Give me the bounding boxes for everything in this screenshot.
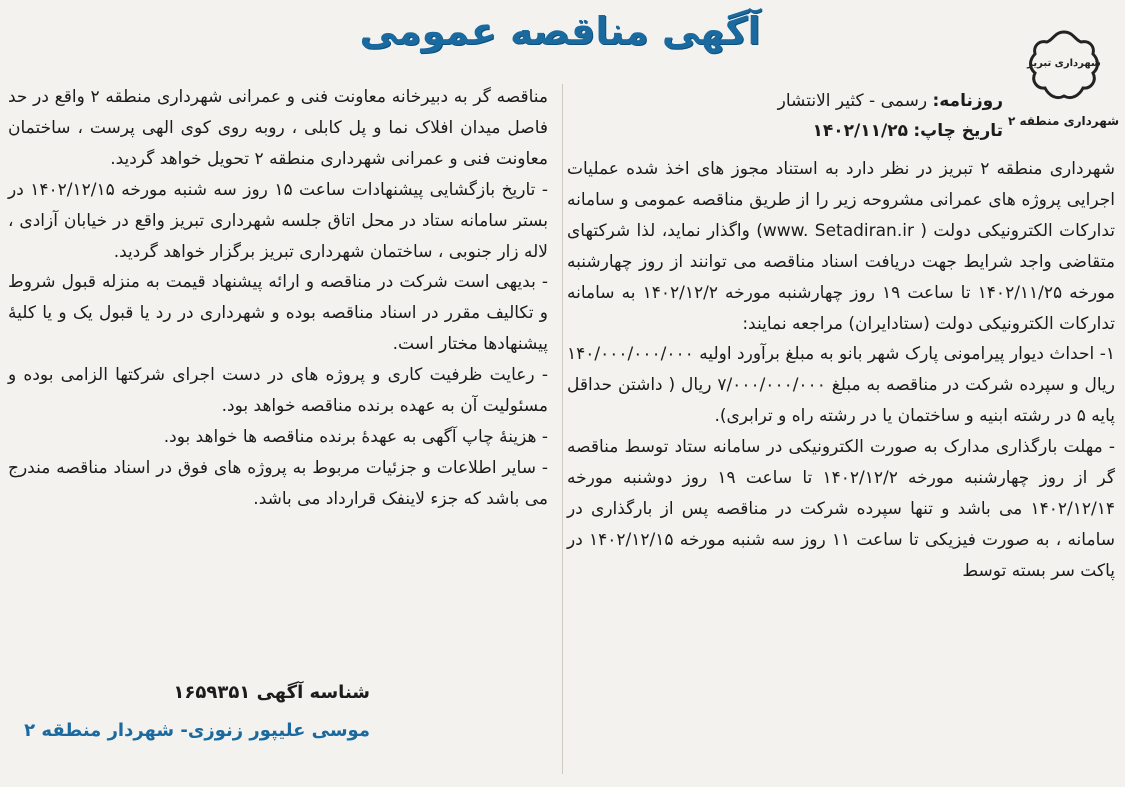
right-column bbox=[567, 154, 1115, 587]
opening-date-paragraph: - تاریخ بازگشایی پیشنهادات ساعت ۱۵ روز سه شنبه مورخه ۱۴۰۲/۱۲/۱۵ در بستر سامانه ستاد در محل اتاق جلسه شهرداری تبریز واقع در خیابان آزادی ، لاله زار جنوبی ، ساختمان شهرداری تبریز برگزار خواهد گردید. bbox=[8, 179, 548, 262]
project-item-1: ۱- احداث دیوار پیرامونی پارک شهر بانو به مبلغ برآورد اولیه ۱۴۰/۰۰۰/۰۰۰/۰۰۰ ریال و سپرده شرکت در مناقصه به مبلغ ۷/۰۰۰/۰۰۰/۰۰۰ ریال ( داشتن حداقل پایه ۵ در رشته ابنیه و ساختمان یا در رشته راه و ترابری). bbox=[567, 344, 1115, 427]
publication-meta bbox=[563, 86, 1003, 146]
notice-title: آگهی مناقصه عمومی bbox=[359, 9, 761, 53]
signature: موسی علیپور زنوزی- شهردار منطقه ۲ bbox=[24, 720, 370, 741]
municipality-logo-block bbox=[1009, 26, 1119, 144]
left-column bbox=[8, 82, 548, 515]
newspaper-row bbox=[563, 86, 1003, 116]
ad-id: شناسه آگهی ۱۶۵۹۳۵۱ bbox=[173, 682, 370, 703]
municipality-logo-icon bbox=[1021, 26, 1107, 112]
intro-paragraph: شهرداری منطقه ۲ تبریز در نظر دارد به استناد مجوز های اخذ شده عملیات اجرایی پروژه های عمرانی مشروحه زیر را از طریق مناقصه عمومی و سامانه تدارکات الکترونیکی دولت ( www. Setadiran.ir) واگذار نماید، لذا شرکتهای متقاضی واجد شرایط جهت دریافت اسناد مناقصه می توانند از روز چهارشنبه مورخه ۱۴۰۲/۱۱/۲۵ تا ساعت ۱۹ روز چهارشنبه مورخه ۱۴۰۲/۱۲/۲ به سامانه تدارکات الکترونیکی دولت (ستادایران) مراجعه نمایند: bbox=[567, 159, 1116, 334]
column-divider bbox=[562, 84, 563, 774]
upload-deadline-paragraph: - مهلت بارگذاری مدارک به صورت الکترونیکی در سامانه ستاد توسط مناقصه گر از روز چهارشنبه مورخه ۱۴۰۲/۱۲/۲ تا ساعت ۱۹ روز دوشنبه مورخه ۱۴۰۲/۱۲/۱۴ می باشد و تنها سپرده شرکت در مناقصه پس از بارگذاری در سامانه ، به صورت فیزیکی تا ساعت ۱۱ روز سه شنبه مورخه ۱۴۰۲/۱۲/۱۵ در پاکت سر بسته توسط bbox=[567, 437, 1115, 581]
logo-text: شهرداری تبریز bbox=[1027, 58, 1101, 69]
capacity-paragraph: - رعایت ظرفیت کاری و پروژه های در دست اجرای شرکتها الزامی بوده و مسئولیت آن به عهده برنده مناقصه خواهد بود. bbox=[8, 365, 548, 417]
ad-cost-paragraph: - هزینهٔ چاپ آگهی به عهدهٔ برنده مناقصه ها خواهد بود. bbox=[163, 426, 548, 447]
print-date-label: تاریخ چاپ: bbox=[913, 121, 1003, 141]
newspaper-value: رسمی - کثیر الانتشار bbox=[777, 91, 928, 111]
terms-paragraph: - بدیهی است شرکت در مناقصه و ارائه پیشنهاد قیمت به منزله قبول شروط و تکالیف مقرر در اسناد مناقصه بوده و شهرداری در رد یا قبول یک و یا کلیهٔ پیشنهادها مختار است. bbox=[8, 272, 548, 355]
other-info-paragraph: - سایر اطلاعات و جزئیات مربوط به پروژه های فوق در اسناد مناقصه مندرج می باشد که جزء لاینفک قرارداد می باشد. bbox=[8, 457, 548, 509]
newspaper-label: روزنامه: bbox=[932, 91, 1003, 111]
print-date-value: ۱۴۰۲/۱۱/۲۵ bbox=[812, 121, 908, 141]
print-date-row bbox=[563, 116, 1003, 146]
delivery-paragraph: مناقصه گر به دبیرخانه معاونت فنی و عمرانی شهرداری منطقه ۲ واقع در حد فاصل میدان افلاک نما و پل کابلی ، روبه روی کوی الهی پرست ، ساختمان معاونت فنی و عمرانی شهرداری منطقه ۲ تحویل خواهد گردید. bbox=[8, 87, 548, 169]
logo-caption: شهرداری منطقه ۲ bbox=[1008, 114, 1119, 128]
